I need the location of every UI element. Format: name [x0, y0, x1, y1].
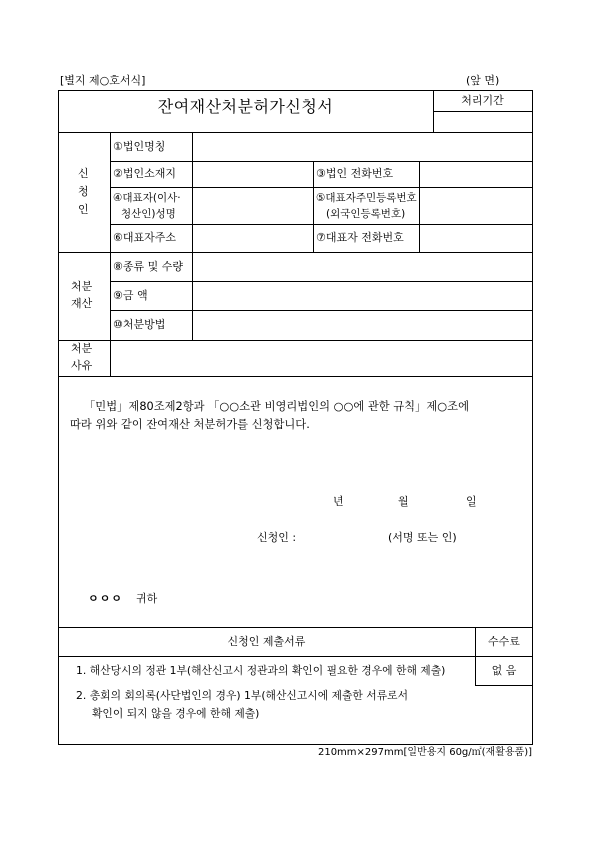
property-kind-label: ⑧종류 및 수량	[113, 260, 183, 273]
form-top-border	[58, 90, 533, 91]
corp-name-label: ①법인명칭	[113, 140, 166, 153]
addressee-name: ㅇㅇㅇ	[88, 592, 123, 605]
applicant-mid-divider	[313, 161, 314, 252]
corp-phone-label: ③법인 전화번호	[316, 167, 394, 180]
addressee-suffix: 귀하	[136, 592, 158, 605]
corp-address-label: ②법인소재지	[113, 167, 176, 180]
property-section-label-2: 재산	[71, 297, 93, 310]
applicant-section-char-3: 인	[78, 203, 89, 216]
property-amount-field[interactable]	[193, 282, 532, 310]
statement-line-1: 「민법」제80조제2항과 「○○소관 비영리법인의 ○○에 관한 규칙」제○조에	[84, 400, 469, 413]
rep-phone-field[interactable]	[420, 225, 532, 252]
rep-id-label-line2: (외국인등록번호)	[326, 208, 406, 220]
property-method-label: ⑩처분방법	[113, 318, 166, 331]
paper-spec-note: 210mm×297mm[일반용지 60g/㎡(재활용품)]	[317, 747, 532, 758]
corp-phone-field[interactable]	[420, 162, 532, 187]
signature-or-seal-label: (서명 또는 인)	[388, 531, 457, 544]
form-number-label: [별지 제○호서식]	[60, 74, 146, 87]
rep-name-label-line2: 청산인)성명	[121, 208, 176, 220]
reason-bottom-line	[58, 376, 533, 377]
date-month-label: 월	[398, 495, 409, 508]
rep-id-field[interactable]	[420, 188, 532, 224]
rep-name-field[interactable]	[193, 188, 313, 224]
property-kind-field[interactable]	[193, 253, 532, 281]
rep-phone-label: ⑦대표자 전화번호	[316, 231, 404, 244]
statement-line-2: 따라 위와 같이 잔여재산 처분허가를 신청합니다.	[70, 418, 310, 431]
applicant-section-char-1: 신	[78, 167, 89, 180]
property-section-label-1: 처분	[71, 280, 93, 293]
document-item-1: 1. 해산당시의 정관 1부(해산신고시 정관과의 확인이 필요한 경우에 한해 제출)	[76, 664, 446, 677]
applicant-signature-field[interactable]	[305, 528, 385, 546]
corp-name-field[interactable]	[193, 133, 532, 161]
documents-top-line	[58, 627, 533, 628]
property-label-divider	[110, 252, 111, 340]
reason-section-label-2: 사유	[71, 359, 93, 372]
document-item-2-line-1: 2. 총회의 회의록(사단법인의 경우) 1부(해산신고시에 제출한 서류로서	[76, 689, 409, 702]
form-title: 잔여재산처분허가신청서	[157, 97, 334, 116]
rep-address-field[interactable]	[193, 225, 313, 252]
date-year-label: 년	[333, 495, 344, 508]
applicant-section-char-2: 청	[78, 185, 89, 198]
applicant-label-divider	[110, 132, 111, 252]
date-day-label: 일	[466, 495, 477, 508]
fee-header: 수수료	[488, 635, 520, 648]
fee-bottom-line	[475, 685, 533, 686]
property-method-field[interactable]	[193, 311, 532, 340]
rep-address-label: ⑥대표자주소	[113, 231, 176, 244]
reason-field[interactable]	[111, 341, 532, 376]
documents-header-line	[58, 656, 533, 657]
rep-id-label-line1: ⑤대표자주민등록번호	[316, 192, 417, 204]
property-amount-label: ⑨금 액	[113, 289, 148, 302]
processing-period-label: 처리기간	[461, 94, 504, 107]
reason-section-label-1: 처분	[71, 342, 93, 355]
applicant-signature-label: 신청인 :	[257, 531, 297, 544]
fee-value: 없 음	[491, 664, 517, 677]
front-side-label: (앞 면)	[466, 74, 500, 87]
document-item-2-line-2: 확인이 되지 않을 경우에 한해 제출)	[92, 707, 260, 720]
processing-period-field[interactable]	[434, 112, 531, 131]
rep-name-label-line1: ④대표자(이사·	[113, 192, 181, 204]
documents-header: 신청인 제출서류	[227, 635, 306, 648]
corp-address-field[interactable]	[193, 162, 313, 187]
form-bottom-border	[58, 744, 533, 745]
